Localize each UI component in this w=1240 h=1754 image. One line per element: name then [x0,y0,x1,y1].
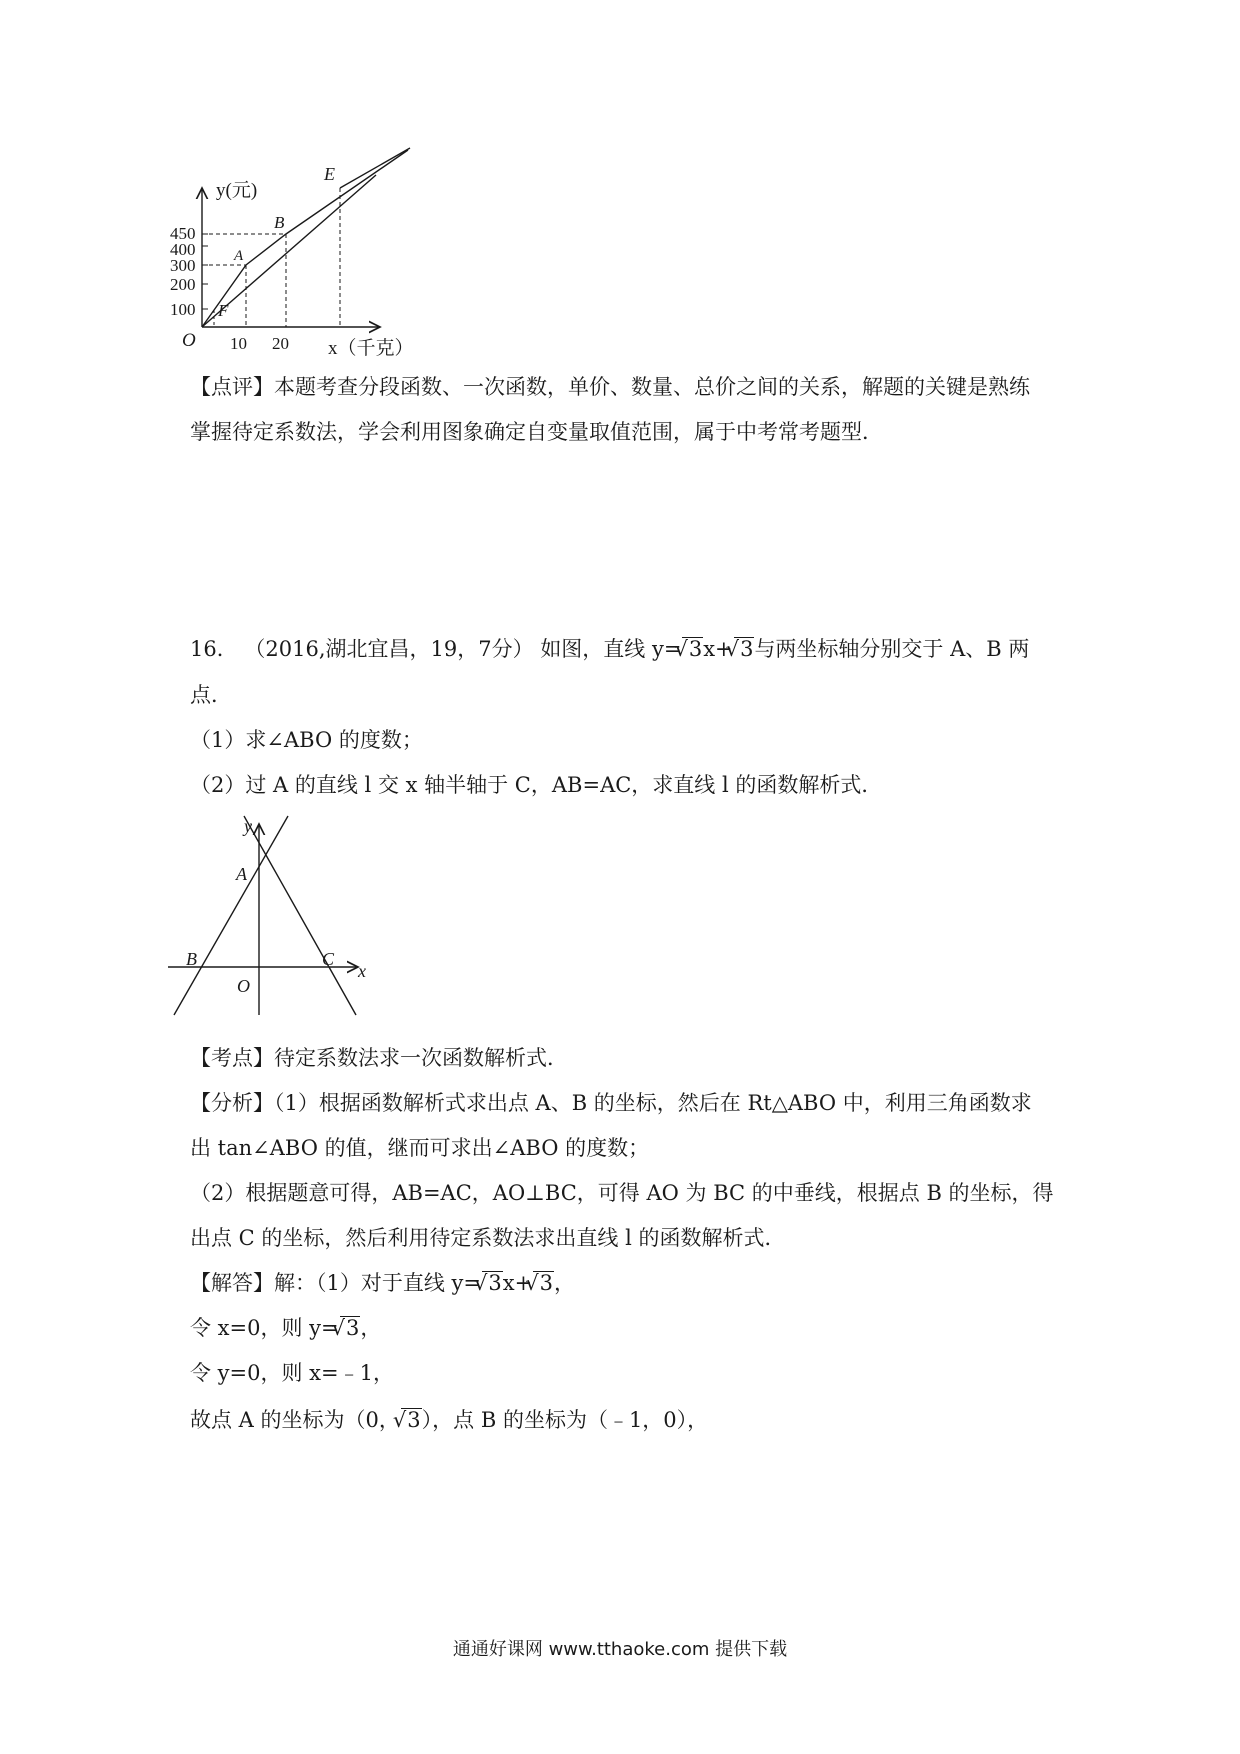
y-axis-label: y(元) [216,180,258,201]
origin-label: O [182,330,196,351]
y-tick-450: 450 [170,224,196,243]
question-2: （2）过 A 的直线 l 交 x 轴半轴于 C，AB=AC，求直线 l 的函数解析式． [190,773,883,797]
y-tick-100: 100 [170,300,196,319]
jieda-line: 【解答】解：（1）对于直线 y=√ 3x+√ 3， [190,1268,575,1298]
point-b-label: B [186,949,197,969]
question-1: （1）求∠ABO 的度数； [190,728,423,752]
point-c-label: C [322,949,335,969]
line-ab [174,816,288,1015]
x-label: x [358,961,366,981]
x-axis-label: x（千克） [328,338,414,359]
comment-line-1: 【点评】本题考查分段函数、一次函数，单价、数量、总价之间的关系，解题的关键是熟练 [190,375,1030,399]
problem-source: （2016,湖北宜昌，19，7分） [244,637,534,661]
jieda-tag: 【解答】 [190,1271,274,1295]
kaodian-line: 【考点】待定系数法求一次函数解析式． [190,1046,568,1070]
y-tick-300: 300 [170,256,196,275]
step-3: 故点 A 的坐标为（0，√ 3），点 B 的坐标为（﹣1，0）， [190,1405,708,1435]
comment-tag: 【点评】 [190,375,274,399]
triangle-graph [160,810,390,1030]
y-tick-200: 200 [170,275,196,294]
step-2: 令 y=0，则 x=﹣1， [190,1361,394,1385]
x-tick-20: 20 [272,334,289,353]
fenxi-line-1: 【分析】（1）根据函数解析式求出点 A、B 的坐标，然后在 Rt△ABO 中，利用三角函数求 [190,1091,1032,1115]
point-e-label: E [324,164,335,184]
point-b-label: B [274,213,285,232]
page-footer: 通通好课网 www.tthaoke.com 提供下载 [452,1639,788,1660]
x-tick-10: 10 [230,334,247,353]
y-label: y [244,816,252,836]
step-1: 令 x=0，则 y=√ 3， [190,1313,381,1343]
fenxi-line-3: （2）根据题意可得，AB=AC，AO⊥BC，可得 AO 为 BC 的中垂线，根据点 B 的坐标，得 [190,1181,1054,1205]
fenxi-tag: 【分析】 [190,1091,274,1115]
comment-line-2: 掌握待定系数法，学会利用图象确定自变量取值范围，属于中考常考题型． [190,420,883,444]
point-f-label: F [218,301,229,320]
fenxi-line-4: 出点 C 的坐标，然后利用待定系数法求出直线 l 的函数解析式． [190,1226,786,1250]
kaodian-tag: 【考点】 [190,1046,274,1070]
point-a-label: A [236,864,247,884]
y-tick-400: 400 [170,240,196,259]
point-a-label: A [234,248,244,264]
problem-number: 16． [190,637,238,661]
line-ac [244,816,356,1015]
fenxi-line-2: 出 tan∠ABO 的值，继而可求出∠ABO 的度数； [190,1136,650,1160]
origin-label: O [237,976,250,996]
problem-intro: 16． （2016,湖北宜昌，19，7分） 如图，直线 y=√ 3x+√ 3与两坐标轴分别交于 A、B 两 [190,634,1029,664]
problem-intro-line-2: 点． [190,683,232,707]
